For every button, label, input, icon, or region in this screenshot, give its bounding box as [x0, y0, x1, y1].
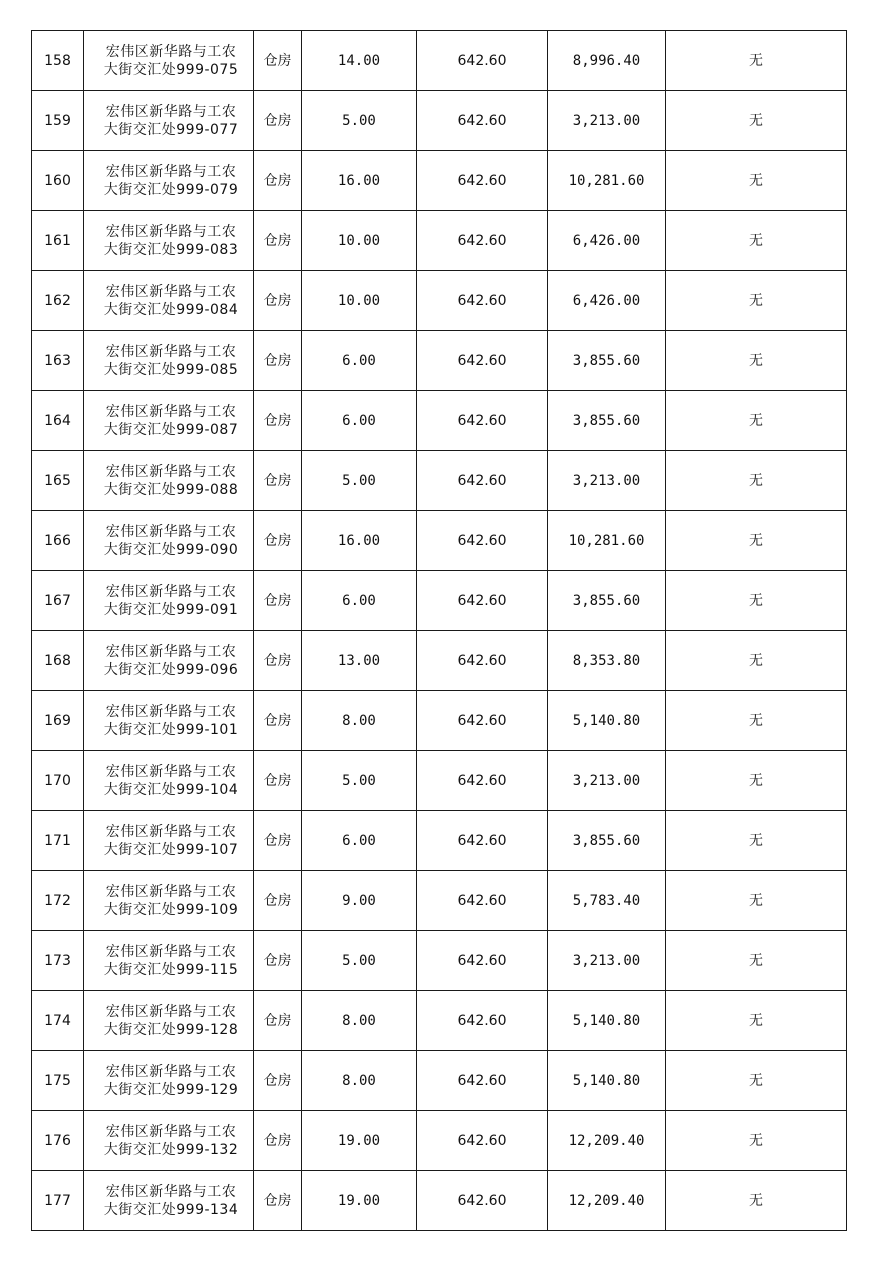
note-cell: 无	[666, 571, 847, 631]
table-row	[32, 1051, 847, 1111]
area-cell: 14.00	[302, 31, 417, 91]
unit-price-cell: 642.60	[417, 151, 548, 211]
note-cell: 无	[666, 151, 847, 211]
note-cell: 无	[666, 931, 847, 991]
amount-cell: 3,213.00	[548, 451, 666, 511]
location-cell	[84, 691, 254, 751]
unit-price-cell: 642.60	[417, 691, 548, 751]
location-line-1: 宏伟区新华路与工农	[105, 703, 237, 720]
table-row	[32, 631, 847, 691]
area-cell: 5.00	[302, 751, 417, 811]
amount-cell: 12,209.40	[548, 1171, 666, 1231]
table-row	[32, 211, 847, 271]
location-cell	[84, 571, 254, 631]
location-line-2: 大街交汇处999-079	[103, 181, 239, 198]
usage-cell: 仓房	[254, 331, 302, 391]
location-line-1: 宏伟区新华路与工农	[105, 223, 237, 240]
location-cell	[84, 931, 254, 991]
note-cell: 无	[666, 871, 847, 931]
area-cell: 19.00	[302, 1111, 417, 1171]
table-row	[32, 871, 847, 931]
location-line-1: 宏伟区新华路与工农	[105, 763, 237, 780]
location-line-2: 大街交汇处999-090	[103, 541, 239, 558]
usage-cell: 仓房	[254, 991, 302, 1051]
area-cell: 8.00	[302, 1051, 417, 1111]
usage-cell: 仓房	[254, 931, 302, 991]
note-cell: 无	[666, 451, 847, 511]
location-line-2: 大街交汇处999-109	[103, 901, 239, 918]
usage-cell: 仓房	[254, 271, 302, 331]
area-cell: 5.00	[302, 451, 417, 511]
location-line-1: 宏伟区新华路与工农	[105, 943, 237, 960]
location-cell	[84, 631, 254, 691]
table-row	[32, 91, 847, 151]
area-cell: 10.00	[302, 271, 417, 331]
seq-cell: 162	[32, 271, 84, 331]
location-line-2: 大街交汇处999-091	[103, 601, 239, 618]
usage-cell: 仓房	[254, 1111, 302, 1171]
note-cell: 无	[666, 511, 847, 571]
location-cell	[84, 391, 254, 451]
location-cell	[84, 1171, 254, 1231]
table-body	[32, 31, 847, 1231]
area-cell: 5.00	[302, 931, 417, 991]
table-row	[32, 511, 847, 571]
location-line-1: 宏伟区新华路与工农	[105, 523, 237, 540]
note-cell: 无	[666, 331, 847, 391]
seq-cell: 163	[32, 331, 84, 391]
location-cell	[84, 271, 254, 331]
amount-cell: 3,213.00	[548, 91, 666, 151]
location-line-1: 宏伟区新华路与工农	[105, 883, 237, 900]
usage-cell: 仓房	[254, 151, 302, 211]
table-row	[32, 931, 847, 991]
location-cell	[84, 451, 254, 511]
location-cell	[84, 811, 254, 871]
table-row	[32, 391, 847, 451]
unit-price-cell: 642.60	[417, 631, 548, 691]
location-line-1: 宏伟区新华路与工农	[105, 823, 237, 840]
area-cell: 10.00	[302, 211, 417, 271]
location-line-2: 大街交汇处999-085	[103, 361, 239, 378]
unit-price-cell: 642.60	[417, 211, 548, 271]
amount-cell: 3,855.60	[548, 391, 666, 451]
amount-cell: 8,996.40	[548, 31, 666, 91]
location-line-2: 大街交汇处999-115	[103, 961, 239, 978]
location-line-2: 大街交汇处999-088	[103, 481, 239, 498]
usage-cell: 仓房	[254, 91, 302, 151]
location-cell	[84, 511, 254, 571]
table-row	[32, 151, 847, 211]
location-cell	[84, 91, 254, 151]
usage-cell: 仓房	[254, 571, 302, 631]
unit-price-cell: 642.60	[417, 91, 548, 151]
table-row	[32, 751, 847, 811]
unit-price-cell: 642.60	[417, 451, 548, 511]
property-table	[31, 30, 847, 1231]
location-line-2: 大街交汇处999-101	[103, 721, 239, 738]
seq-cell: 160	[32, 151, 84, 211]
location-cell	[84, 31, 254, 91]
seq-cell: 165	[32, 451, 84, 511]
usage-cell: 仓房	[254, 1171, 302, 1231]
table-row	[32, 31, 847, 91]
note-cell: 无	[666, 811, 847, 871]
seq-cell: 173	[32, 931, 84, 991]
area-cell: 6.00	[302, 391, 417, 451]
seq-cell: 174	[32, 991, 84, 1051]
seq-cell: 167	[32, 571, 84, 631]
area-cell: 5.00	[302, 91, 417, 151]
note-cell: 无	[666, 991, 847, 1051]
note-cell: 无	[666, 31, 847, 91]
seq-cell: 169	[32, 691, 84, 751]
location-cell	[84, 331, 254, 391]
note-cell: 无	[666, 751, 847, 811]
unit-price-cell: 642.60	[417, 1171, 548, 1231]
unit-price-cell: 642.60	[417, 391, 548, 451]
seq-cell: 161	[32, 211, 84, 271]
location-line-2: 大街交汇处999-075	[103, 61, 239, 78]
usage-cell: 仓房	[254, 391, 302, 451]
seq-cell: 175	[32, 1051, 84, 1111]
table-row	[32, 1111, 847, 1171]
amount-cell: 3,855.60	[548, 571, 666, 631]
amount-cell: 10,281.60	[548, 511, 666, 571]
location-line-2: 大街交汇处999-084	[103, 301, 239, 318]
location-line-1: 宏伟区新华路与工农	[105, 343, 237, 360]
unit-price-cell: 642.60	[417, 1111, 548, 1171]
location-line-2: 大街交汇处999-096	[103, 661, 239, 678]
note-cell: 无	[666, 1171, 847, 1231]
usage-cell: 仓房	[254, 871, 302, 931]
note-cell: 无	[666, 691, 847, 751]
unit-price-cell: 642.60	[417, 1051, 548, 1111]
seq-cell: 170	[32, 751, 84, 811]
location-line-2: 大街交汇处999-128	[103, 1021, 239, 1038]
seq-cell: 159	[32, 91, 84, 151]
location-cell	[84, 211, 254, 271]
location-line-1: 宏伟区新华路与工农	[105, 583, 237, 600]
location-line-1: 宏伟区新华路与工农	[105, 463, 237, 480]
note-cell: 无	[666, 1051, 847, 1111]
location-line-2: 大街交汇处999-134	[103, 1201, 239, 1218]
location-cell	[84, 151, 254, 211]
location-line-1: 宏伟区新华路与工农	[105, 43, 237, 60]
table-row	[32, 451, 847, 511]
amount-cell: 5,783.40	[548, 871, 666, 931]
location-cell	[84, 1051, 254, 1111]
amount-cell: 12,209.40	[548, 1111, 666, 1171]
amount-cell: 3,213.00	[548, 931, 666, 991]
seq-cell: 172	[32, 871, 84, 931]
seq-cell: 158	[32, 31, 84, 91]
usage-cell: 仓房	[254, 451, 302, 511]
usage-cell: 仓房	[254, 751, 302, 811]
area-cell: 19.00	[302, 1171, 417, 1231]
usage-cell: 仓房	[254, 811, 302, 871]
usage-cell: 仓房	[254, 631, 302, 691]
area-cell: 8.00	[302, 991, 417, 1051]
seq-cell: 171	[32, 811, 84, 871]
location-line-2: 大街交汇处999-104	[103, 781, 239, 798]
location-cell	[84, 1111, 254, 1171]
location-line-1: 宏伟区新华路与工农	[105, 283, 237, 300]
seq-cell: 166	[32, 511, 84, 571]
amount-cell: 6,426.00	[548, 211, 666, 271]
unit-price-cell: 642.60	[417, 571, 548, 631]
note-cell: 无	[666, 91, 847, 151]
usage-cell: 仓房	[254, 691, 302, 751]
location-line-1: 宏伟区新华路与工农	[105, 403, 237, 420]
amount-cell: 5,140.80	[548, 1051, 666, 1111]
table-row	[32, 691, 847, 751]
amount-cell: 3,213.00	[548, 751, 666, 811]
location-line-1: 宏伟区新华路与工农	[105, 1003, 237, 1020]
table-row	[32, 571, 847, 631]
location-line-2: 大街交汇处999-087	[103, 421, 239, 438]
note-cell: 无	[666, 1111, 847, 1171]
location-line-1: 宏伟区新华路与工农	[105, 1183, 237, 1200]
usage-cell: 仓房	[254, 1051, 302, 1111]
unit-price-cell: 642.60	[417, 331, 548, 391]
area-cell: 6.00	[302, 571, 417, 631]
area-cell: 16.00	[302, 511, 417, 571]
amount-cell: 5,140.80	[548, 691, 666, 751]
location-line-2: 大街交汇处999-107	[103, 841, 239, 858]
usage-cell: 仓房	[254, 211, 302, 271]
unit-price-cell: 642.60	[417, 511, 548, 571]
table-row	[32, 271, 847, 331]
location-line-1: 宏伟区新华路与工农	[105, 1123, 237, 1140]
table-row	[32, 331, 847, 391]
area-cell: 6.00	[302, 811, 417, 871]
amount-cell: 5,140.80	[548, 991, 666, 1051]
location-line-2: 大街交汇处999-083	[103, 241, 239, 258]
area-cell: 8.00	[302, 691, 417, 751]
location-cell	[84, 871, 254, 931]
amount-cell: 10,281.60	[548, 151, 666, 211]
location-line-2: 大街交汇处999-129	[103, 1081, 239, 1098]
area-cell: 6.00	[302, 331, 417, 391]
location-line-2: 大街交汇处999-132	[103, 1141, 239, 1158]
location-line-1: 宏伟区新华路与工农	[105, 163, 237, 180]
usage-cell: 仓房	[254, 511, 302, 571]
amount-cell: 3,855.60	[548, 811, 666, 871]
unit-price-cell: 642.60	[417, 811, 548, 871]
location-line-1: 宏伟区新华路与工农	[105, 103, 237, 120]
location-line-1: 宏伟区新华路与工农	[105, 643, 237, 660]
amount-cell: 3,855.60	[548, 331, 666, 391]
note-cell: 无	[666, 631, 847, 691]
unit-price-cell: 642.60	[417, 931, 548, 991]
seq-cell: 177	[32, 1171, 84, 1231]
note-cell: 无	[666, 211, 847, 271]
note-cell: 无	[666, 271, 847, 331]
note-cell: 无	[666, 391, 847, 451]
table-row	[32, 811, 847, 871]
location-cell	[84, 991, 254, 1051]
usage-cell: 仓房	[254, 31, 302, 91]
area-cell: 16.00	[302, 151, 417, 211]
area-cell: 9.00	[302, 871, 417, 931]
unit-price-cell: 642.60	[417, 31, 548, 91]
unit-price-cell: 642.60	[417, 271, 548, 331]
location-line-1: 宏伟区新华路与工农	[105, 1063, 237, 1080]
table-row	[32, 1171, 847, 1231]
amount-cell: 6,426.00	[548, 271, 666, 331]
unit-price-cell: 642.60	[417, 751, 548, 811]
table-row	[32, 991, 847, 1051]
unit-price-cell: 642.60	[417, 871, 548, 931]
area-cell: 13.00	[302, 631, 417, 691]
seq-cell: 164	[32, 391, 84, 451]
amount-cell: 8,353.80	[548, 631, 666, 691]
seq-cell: 168	[32, 631, 84, 691]
unit-price-cell: 642.60	[417, 991, 548, 1051]
location-cell	[84, 751, 254, 811]
location-line-2: 大街交汇处999-077	[103, 121, 239, 138]
seq-cell: 176	[32, 1111, 84, 1171]
